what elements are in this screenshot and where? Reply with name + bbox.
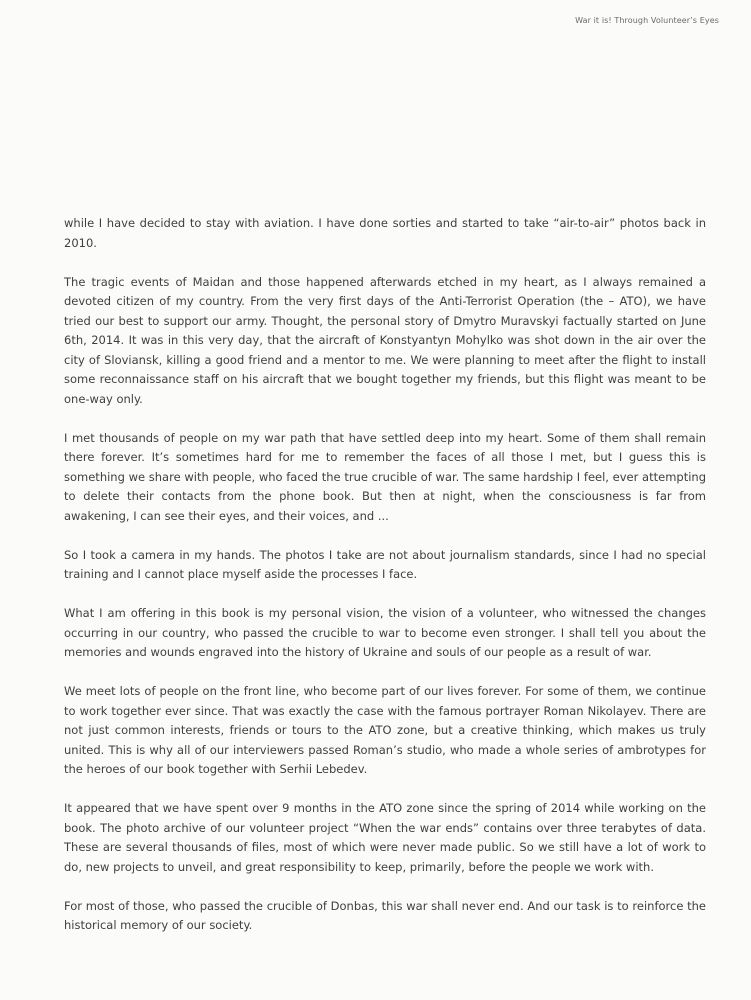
- paragraph-camera: So I took a camera in my hands. The photos I take are not about journalism standards, since I had no special training and I cannot place myself aside the processes I face.: [64, 547, 706, 581]
- paragraph-ato-zone: It appeared that we have spent over 9 months in the ATO zone since the spring of 2014 while working on the book. The photo archive of our volunteer project “When the war ends” contains over three terabytes of data. These are several thousands of files, most of which were never made public. So we still have a lot of work to do, new projects to unveil, and great responsibility to keep, primarily, before the people we work with.: [64, 801, 706, 874]
- body-text: [64, 214, 706, 936]
- running-header: War it is! Through Volunteer’s Eyes: [575, 16, 719, 25]
- paragraph-aviation: while I have decided to stay with aviation. I have done sorties and started to take “air-to-air” photos back in 2010.: [64, 216, 706, 250]
- paragraph-maidan: The tragic events of Maidan and those happened afterwards etched in my heart, as I always remained a devoted citizen of my country. From the very first days of the Anti-Terrorist Operation (the – ATO), we have tried our best to support our army. Thought, the personal story of Dmytro Muravskyi factually started on June 6th, 2014. It was in this very day, that the aircraft of Konstyantyn Mohylko was shot down in the air over the city of Sloviansk, killing a good friend and a mentor to me. We were planning to meet after the flight to install some reconnaissance staff on his aircraft that we bought together my friends, but this flight was meant to be one-way only.: [64, 274, 706, 406]
- paragraph-personal-vision: What I am offering in this book is my personal vision, the vision of a volunteer, who witnessed the changes occurring in our country, who passed the crucible to war to become even stronger. I shall tell you about the memories and wounds engraved into the history of Ukraine and souls of our people as a result of war.: [64, 606, 706, 659]
- paragraph-war-path: I met thousands of people on my war path that have settled deep into my heart. Some of them shall remain there forever. It’s sometimes hard for me to remember the faces of all those I met, but I guess this is something we share with people, who faced the true crucible of war. The same hardship I feel, ever attempting to delete their contacts from the phone book. But then at night, when the consciousness is far from awakening, I can see their eyes, and their voices, and ...: [64, 430, 706, 523]
- paragraph-closing: For most of those, who passed the crucible of Donbas, this war shall never end. And our task is to reinforce the historical memory of our society.: [64, 898, 706, 932]
- paragraph-front-line-people: We meet lots of people on the front line, who become part of our lives forever. For some of them, we continue to work together ever since. That was exactly the case with the famous portrayer Roman Nikolayev. There are not just common interests, friends or tours to the ATO zone, but a creative thinking, which makes us truly united. This is why all of our interviewers passed Roman’s studio, who made a whole series of ambrotypes for the heroes of our book together with Serhii Lebedev.: [64, 684, 706, 776]
